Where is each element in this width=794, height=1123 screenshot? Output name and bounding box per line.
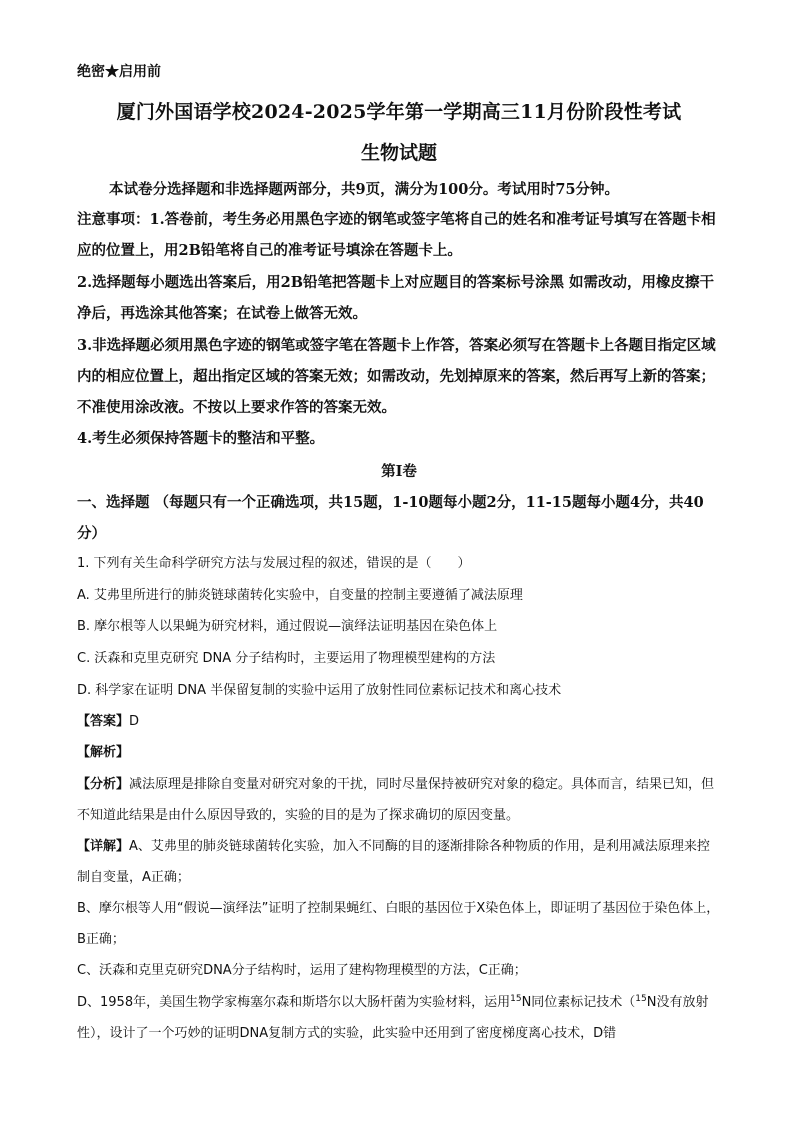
option-b: B. 摩尔根等人以果蝇为研究材料，通过假说—演绎法证明基因在染色体上 — [77, 619, 498, 634]
isotope-superscript: 15 — [510, 994, 522, 1004]
secret-mark: 绝密★启用前 — [77, 64, 161, 80]
part-label: 第Ⅰ卷 — [381, 463, 417, 480]
detail-d-part1: D、1958年，美国生物学家梅塞尔森和斯塔尔以大肠杆菌为实验材料，运用 — [77, 995, 511, 1010]
option-a: A. 艾弗里所进行的肺炎链球菌转化实验中，自变量的控制主要遵循了减法原理 — [77, 588, 523, 603]
answer-line — [77, 706, 721, 737]
detail-d-part3: N没有放射性），设计了一个巧妙的证明DNA复制方式的实验，此实验中还用到了密度梯度离心技术，D错 — [77, 995, 709, 1041]
fenxi-label: 【分析】 — [77, 777, 130, 792]
detail-a-paragraph — [77, 831, 721, 893]
section-heading: 一、选择题 （每题只有一个正确选项，共15题，1-10题每小题2分，11-15题每小题4分，共40分） — [77, 494, 704, 542]
detail-d-paragraph — [77, 987, 721, 1049]
option-d: D. 科学家在证明 DNA 半保留复制的实验中运用了放射性同位素标记技术和离心技术 — [77, 683, 562, 698]
note-1: 注意事项：1.答卷前，考生务必用黑色字迹的钢笔或签字笔将自己的姓名和准考证号填写在答题卡相应的位置上，用2B铅笔将自己的准考证号填涂在答题卡上。 — [77, 211, 716, 259]
exam-title: 厦门外国语学校2024-2025学年第一学期高三11月份阶段性考试 — [116, 101, 682, 123]
answer-label: 【答案】 — [77, 714, 130, 729]
detail-d-part2: N同位素标记技术（ — [521, 995, 636, 1010]
exam-subtitle: 生物试题 — [360, 142, 437, 164]
note-3: 3.非选择题必须用黑色字迹的钢笔或签字笔在答题卡上作答，答案必须写在答题卡上各题目指定区域内的相应位置上，超出指定区域的答案无效；如需改动，先划掉原来的答案，然后再写上新的答案；不准使用涂改液。不按以上要求作答的答案无效。 — [77, 337, 716, 416]
detail-a-text: A、艾弗里的肺炎链球菌转化实验，加入不同酶的目的逐渐排除各种物质的作用，是利用减法原理来控制自变量，A正确； — [77, 839, 710, 885]
note-4: 4.考生必须保持答题卡的整洁和平整。 — [77, 430, 325, 447]
fenxi-text: 减法原理是排除自变量对研究对象的干扰，同时尽量保持被研究对象的稳定。具体而言，结果已知，但不知道此结果是由什么原因导致的，实验的目的是为了探求确切的原因变量。 — [77, 777, 715, 823]
option-c: C. 沃森和克里克研究 DNA 分子结构时，主要运用了物理模型建构的方法 — [77, 651, 496, 666]
detail-c-text: C、沃森和克里克研究DNA分子结构时，运用了建构物理模型的方法，C正确； — [77, 963, 527, 978]
question-1-stem: 1. 下列有关生命科学研究方法与发展过程的叙述，错误的是（ ） — [77, 556, 471, 571]
detail-b-text: B、摩尔根等人用“假说—演绎法”证明了控制果蝇红、白眼的基因位于X染色体上，即证明了基因位于染色体上，B正确； — [77, 901, 720, 947]
answer-value: D — [129, 714, 140, 729]
detail-label: 【详解】 — [77, 839, 130, 854]
analysis-label: 【解析】 — [77, 745, 130, 760]
note-2: 2.选择题每小题选出答案后，用2B铅笔把答题卡上对应题目的答案标号涂黑 如需改动，用橡皮擦干净后，再选涂其他答案；在试卷上做答无效。 — [77, 274, 715, 322]
isotope-superscript-2: 15 — [635, 994, 647, 1004]
intro-text: 本试卷分选择题和非选择题两部分，共9页，满分为100分。考试用时75分钟。 — [109, 181, 620, 198]
fenxi-paragraph — [77, 769, 721, 831]
